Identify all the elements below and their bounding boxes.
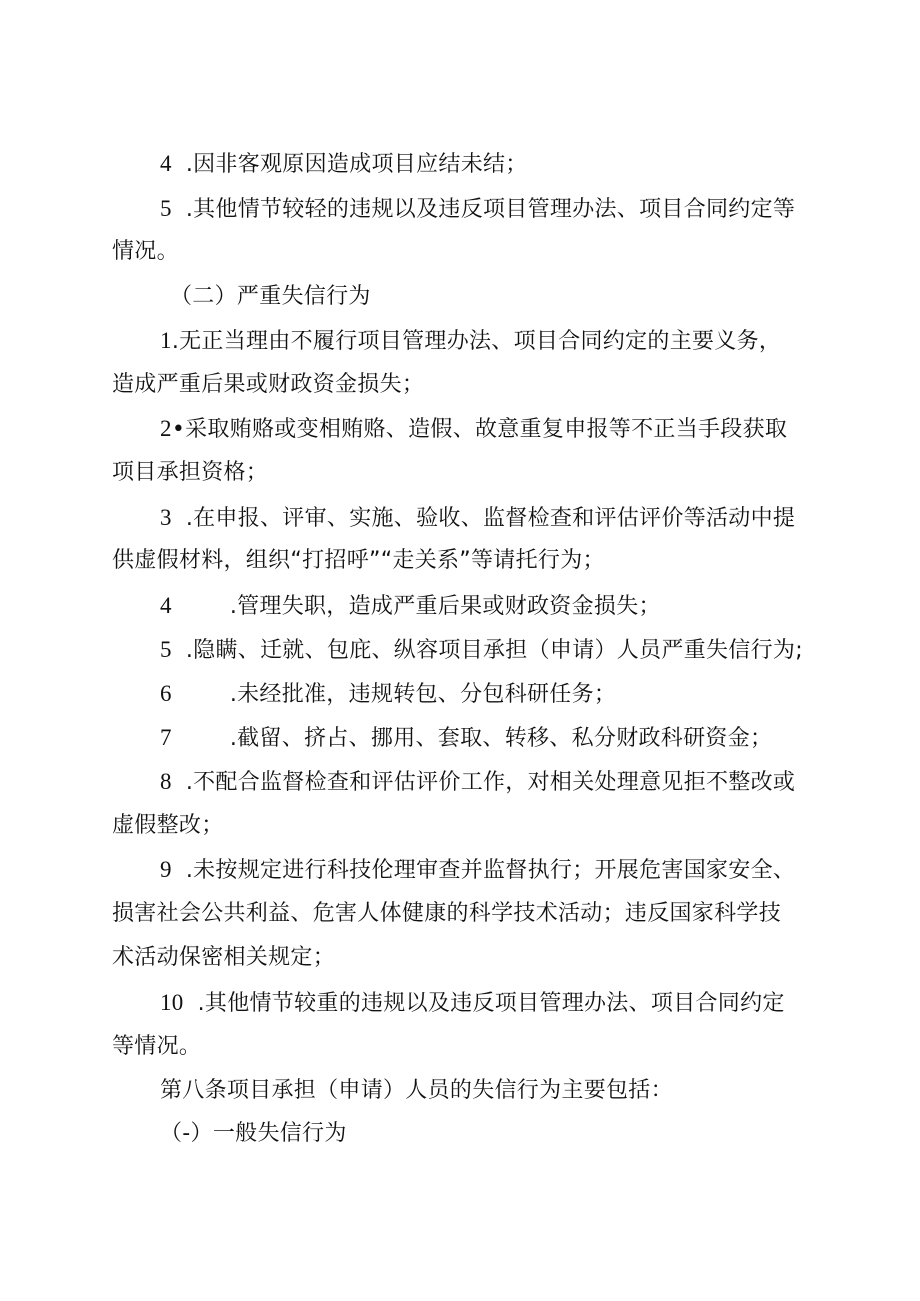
clause-text: •采取贿赂或变相贿赂、造假、故意重复申报等不正当手段获取 [171,417,788,442]
continuation-line [112,899,781,929]
clause-text: .未按规定进行科技伦理审查并监督执行；开展危害国家安全、 [185,858,796,883]
clause-line [160,591,661,622]
clause-number: 3 [160,505,172,530]
clause-text: 术活动保密相关规定； [112,945,336,970]
continuation-line [112,458,268,488]
heading-text: 第八条项目承担（申请）人员的失信行为主要包括： [160,1078,673,1103]
clause-number: 1 [160,328,172,353]
continuation-line [112,811,224,841]
clause-number: 4 [160,151,172,176]
article-heading [160,1076,673,1106]
clause-line [160,635,803,666]
continuation-line [112,370,424,400]
clause-text: 等情况。 [112,1034,202,1059]
heading-text: （二）严重失信行为 [170,284,371,309]
clause-text: .因非客观原因造成项目应结未结； [185,152,528,177]
clause-text: 情况。 [112,239,179,264]
continuation-line [112,943,335,973]
continuation-line [112,1032,201,1062]
clause-text: .截留、挤占、挪用、套取、转移、私分财政科研资金； [229,726,773,751]
clause-number: 5 [160,196,172,221]
continuation-line [112,237,179,267]
section-heading [160,1119,347,1149]
clause-text: 造成严重后果或财政资金损失； [112,372,425,397]
clause-line [160,194,795,225]
clause-text: 损害社会公共利益、危害人体健康的科学技术活动；违反国家科学技 [112,901,782,926]
clause-number: 2 [160,416,172,441]
clause-text: .隐瞒、迁就、包庇、纵容项目承担（申请）人员严重失信行为; [185,638,803,663]
clause-number: 8 [160,769,172,794]
clause-text: .无正当理由不履行项目管理办法、项目合同约定的主要义务， [171,329,782,354]
clause-number: 7 [160,725,172,750]
clause-line [160,723,772,754]
clause-text: 项目承担资格； [112,460,269,485]
clause-number: 9 [160,857,172,882]
clause-text: .其他情节较重的违规以及违反项目管理办法、项目合同约定 [197,991,785,1016]
clause-number: 4 [160,593,172,618]
clause-text: .未经批准，违规转包、分包科研任务； [229,682,617,707]
clause-line [160,855,795,886]
clause-text: .在申报、评审、实施、验收、监督检查和评估评价等活动中提 [185,506,796,531]
clause-line [160,679,616,710]
clause-line [160,503,795,534]
clause-number: 6 [160,681,172,706]
continuation-line [112,546,605,576]
clause-line [160,767,795,798]
clause-text: .其他情节较轻的违规以及违反项目管理办法、项目合同约定等 [185,197,796,222]
clause-line [160,988,785,1019]
clause-text: 虚假整改； [112,813,224,838]
clause-line [160,326,781,357]
clause-text: 供虚假材料，组织“打招呼”“走关系”等请托行为； [112,548,605,573]
section-heading [170,282,371,312]
clause-text: .不配合监督检查和评估评价工作，对相关处理意见拒不整改或 [185,770,796,795]
clause-number: 10 [160,990,184,1015]
clause-line [160,149,528,180]
clause-number: 5 [160,637,172,662]
heading-text: （-）一般失信行为 [160,1121,347,1146]
clause-text: .管理失职，造成严重后果或财政资金损失； [229,594,661,619]
clause-line [160,414,787,445]
